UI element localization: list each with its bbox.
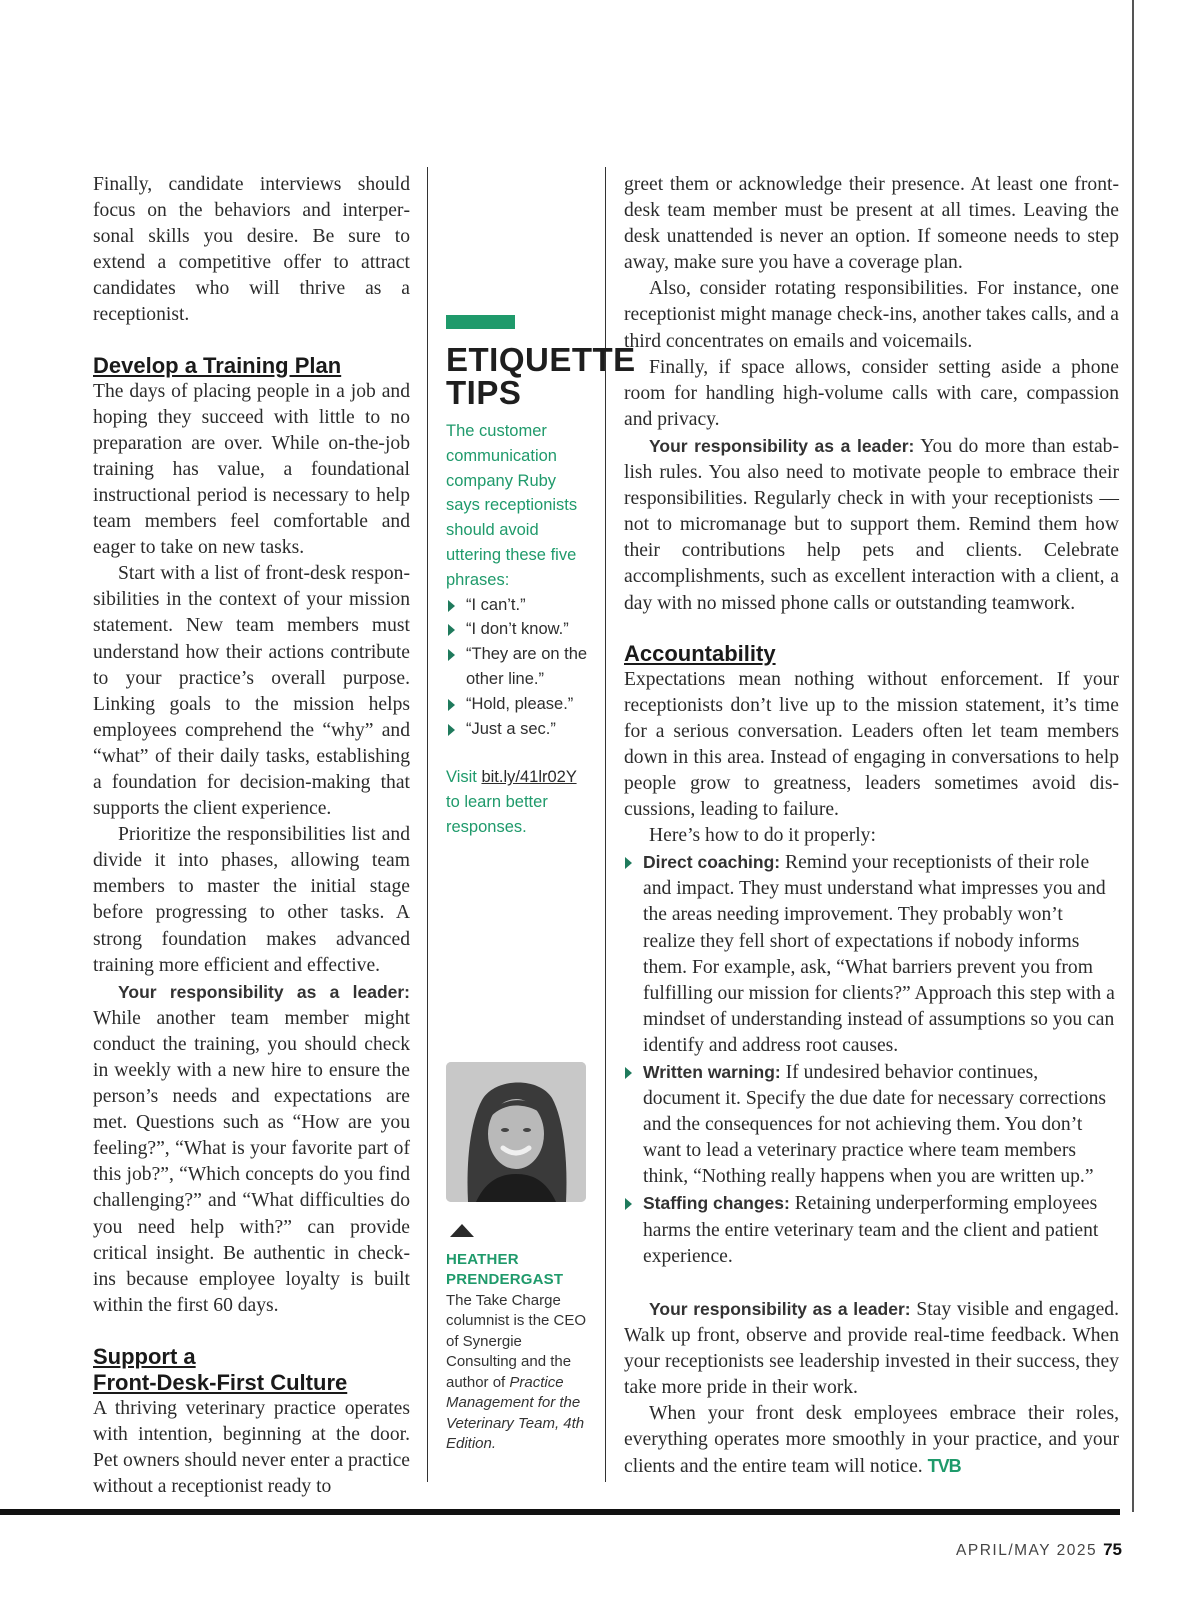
bullet-arrow-icon bbox=[448, 624, 455, 636]
phrase-text: “I don’t know.” bbox=[466, 620, 569, 639]
list-item bbox=[624, 849, 1119, 1059]
bullet-lead: Direct coaching: bbox=[643, 852, 781, 873]
left-column bbox=[93, 172, 410, 1500]
body-paragraph bbox=[624, 433, 1119, 617]
body-paragraph: A thriving veterinary practice operates with intention, beginning at the door. Pet owners should never enter a practice without a receptionist ready to bbox=[93, 1397, 410, 1498]
body-paragraph: Finally, candidate interviews should focus on the behaviors and interpersonal skills you desire. Be sure to extend a competitive offer to attract candidates who will thrive as a receptionist. bbox=[93, 174, 410, 326]
title-line: TIPS bbox=[446, 374, 522, 411]
lead-in: Your responsibility as a leader: bbox=[649, 1298, 911, 1319]
body-paragraph: The days of placing people in a job and hoping they succeed with little to no preparation are over. While on-the-job training has value, a foundational instructional period is necessary to help team members feel comfortable and eager to take on new tasks. bbox=[93, 380, 410, 559]
bullet-text: If undesired behavior continues, document it. Specify the due date for necessary corrections and the consequences for not achieving them. You don’t want to lead a veterinary practice where team members think, “Nothing really happens when you are written up.” bbox=[643, 1062, 1106, 1188]
body-paragraph: greet them or acknowledge their presence. At least one front-desk team member must be present at all times. Leaving the desk unattended is never an option. If someone needs to step away, make sure you have a coverage plan. bbox=[624, 174, 1119, 274]
section-heading-culture bbox=[93, 1344, 410, 1396]
caret-up-icon bbox=[450, 1224, 474, 1237]
author-name bbox=[446, 1250, 594, 1291]
etiquette-sidebar bbox=[446, 172, 636, 1455]
bullet-arrow-icon bbox=[448, 699, 455, 711]
bullet-lead: Staffing changes: bbox=[643, 1193, 790, 1214]
bullet-text: Retaining underperforming employees harms the entire veterinary team and the client and patient experience. bbox=[643, 1193, 1099, 1267]
heading-line: Support a bbox=[93, 1343, 196, 1369]
bullet-arrow-icon bbox=[625, 1198, 632, 1210]
page-number: 75 bbox=[1103, 1540, 1122, 1559]
visit-text: Visit bbox=[446, 768, 482, 787]
phrase-text: “Hold, please.” bbox=[466, 694, 574, 713]
body-paragraph: Also, consider rotating responsibilities. For instance, one receptionist might manage check-ins, another takes calls, and a third concentrates on emails and voicemails. bbox=[624, 278, 1119, 352]
list-item bbox=[446, 593, 594, 618]
bullet-text: Remind your receptionists of their role and impact. They must understand what impresses you and the areas needing improvement. They probably won’t realize they fell short of expectations if nobody informs them. For example, ask, “What barriers prevent you from fulfilling our mission for clients?” Approach this step with a mindset of understanding instead of assumptions so you can identify and address root causes. bbox=[643, 852, 1115, 1056]
phrase-text: “They are on the other line.” bbox=[466, 645, 588, 688]
sidebar-title bbox=[446, 341, 636, 411]
bullet-arrow-icon bbox=[448, 600, 455, 612]
list-item bbox=[624, 1190, 1119, 1269]
paragraph-text: When your front desk employees embrace their roles, everything operates more smoothly in your practice, and your clients and the entire team will notice. bbox=[624, 1403, 1119, 1478]
author-photo bbox=[446, 1062, 586, 1202]
tvb-end-mark: TVB bbox=[927, 1456, 961, 1477]
list-item bbox=[446, 617, 594, 642]
body-paragraph: Prioritize the responsibilities list and divide it into phases, allowing team members to master the initial stage before progressing to other tasks. A strong foundation makes advanced training more efficient and effective. bbox=[93, 824, 410, 976]
right-column bbox=[624, 172, 1119, 1480]
title-line: ETIQUETTE bbox=[446, 341, 636, 378]
paragraph-text: You do more than establish rules. You also need to motivate people to embrace their responsibilities. Regularly check in with your receptionists — not to micromanage but to support them. Remind them how their contributions help pets and clients. Celebrate accomplishments, such as excellent interaction with a client, a day with no missed phone calls or outstanding teamwork. bbox=[624, 435, 1119, 614]
lead-in: Your responsibility as a leader: bbox=[649, 435, 915, 456]
bullet-lead: Written warning: bbox=[643, 1062, 781, 1082]
author-bio bbox=[446, 1291, 594, 1455]
phrase-text: “Just a sec.” bbox=[466, 719, 556, 738]
bio-text: The Take Charge columnist is the CEO of Synergie Consulting and the author of bbox=[446, 1291, 587, 1391]
list-item bbox=[446, 642, 594, 692]
bullet-arrow-icon bbox=[448, 649, 455, 661]
column-divider bbox=[427, 167, 428, 1482]
list-item bbox=[446, 717, 594, 742]
author-first-name: HEATHER bbox=[446, 1250, 519, 1268]
portrait-image bbox=[446, 1062, 586, 1202]
section-heading-accountability: Accountability bbox=[624, 640, 776, 666]
section-heading-training: Develop a Training Plan bbox=[93, 352, 342, 378]
body-paragraph bbox=[93, 979, 410, 1319]
list-item bbox=[446, 692, 594, 717]
sidebar-visit bbox=[446, 765, 594, 839]
issue-date: APRIL/MAY 2025 bbox=[956, 1542, 1098, 1559]
body-paragraph: Start with a list of front-desk responsibilities in the context of your mission statement. New team members must understand how their actions contribute to your practice’s overall purpose. Linking goals to the mission helps employees comprehend the “why” and “what” of their daily tasks, establishing a foundation for decision-making that supports the client experience. bbox=[93, 563, 410, 820]
body-paragraph bbox=[624, 1296, 1119, 1401]
page-folio bbox=[956, 1540, 1122, 1560]
bullet-arrow-icon bbox=[625, 1067, 632, 1079]
body-paragraph bbox=[624, 1401, 1119, 1480]
bullet-arrow-icon bbox=[448, 724, 455, 736]
paragraph-text: While another team member might conduct the training, you should check in weekly with a new hire to ensure the person’s needs and expectations are met. Questions such as “How are you feeling?”, “What is your favorite part of this job?”, “Which concepts do you find challenging?” and “What difficulties do you need help with?” can provide critical insight. Be authentic in check-ins because employee loyalty is built within the first 60 days. bbox=[93, 1007, 410, 1316]
page-edge-rule bbox=[1132, 0, 1134, 1512]
phrase-text: “I can’t.” bbox=[466, 595, 526, 614]
accountability-list bbox=[624, 849, 1119, 1270]
resource-link[interactable]: bit.ly/41lr02Y bbox=[481, 768, 577, 787]
body-paragraph: Expectations mean nothing without enforcement. If your receptionists don’t live up to the mission statement, it’s time for a serious conversation. Leaders often let team members down in this area. Instead of engaging in conversations to help people grow to greatness, leaders sometimes avoid discussions, leading to failure. bbox=[624, 668, 1119, 821]
lead-in: Your responsibility as a leader: bbox=[118, 981, 410, 1002]
phrase-list bbox=[446, 593, 594, 742]
footer-rule bbox=[0, 1509, 1120, 1515]
visit-text: to learn better responses. bbox=[446, 793, 548, 836]
author-last-name: PRENDERGAST bbox=[446, 1271, 564, 1289]
sidebar-intro: The customer communication company Ruby says receptionists should avoid uttering these five phrases: bbox=[446, 422, 578, 589]
body-paragraph: Here’s how to do it properly: bbox=[649, 825, 876, 847]
bullet-arrow-icon bbox=[625, 857, 632, 869]
list-item bbox=[624, 1059, 1119, 1190]
heading-line: Front-Desk-First Culture bbox=[93, 1369, 348, 1395]
paragraph-text: Stay visible and engaged. Walk up front, observe and provide real-time feedback. When your receptionists see leadership invested in their success, they take more pride in their work. bbox=[624, 1298, 1119, 1399]
book-title: Practice Management for the Veterinary Team, 4th Edition. bbox=[446, 1373, 585, 1453]
accent-bar bbox=[446, 315, 515, 329]
body-paragraph: Finally, if space allows, consider setting aside a phone room for handling high-volume calls with care, compassion and privacy. bbox=[624, 356, 1119, 430]
